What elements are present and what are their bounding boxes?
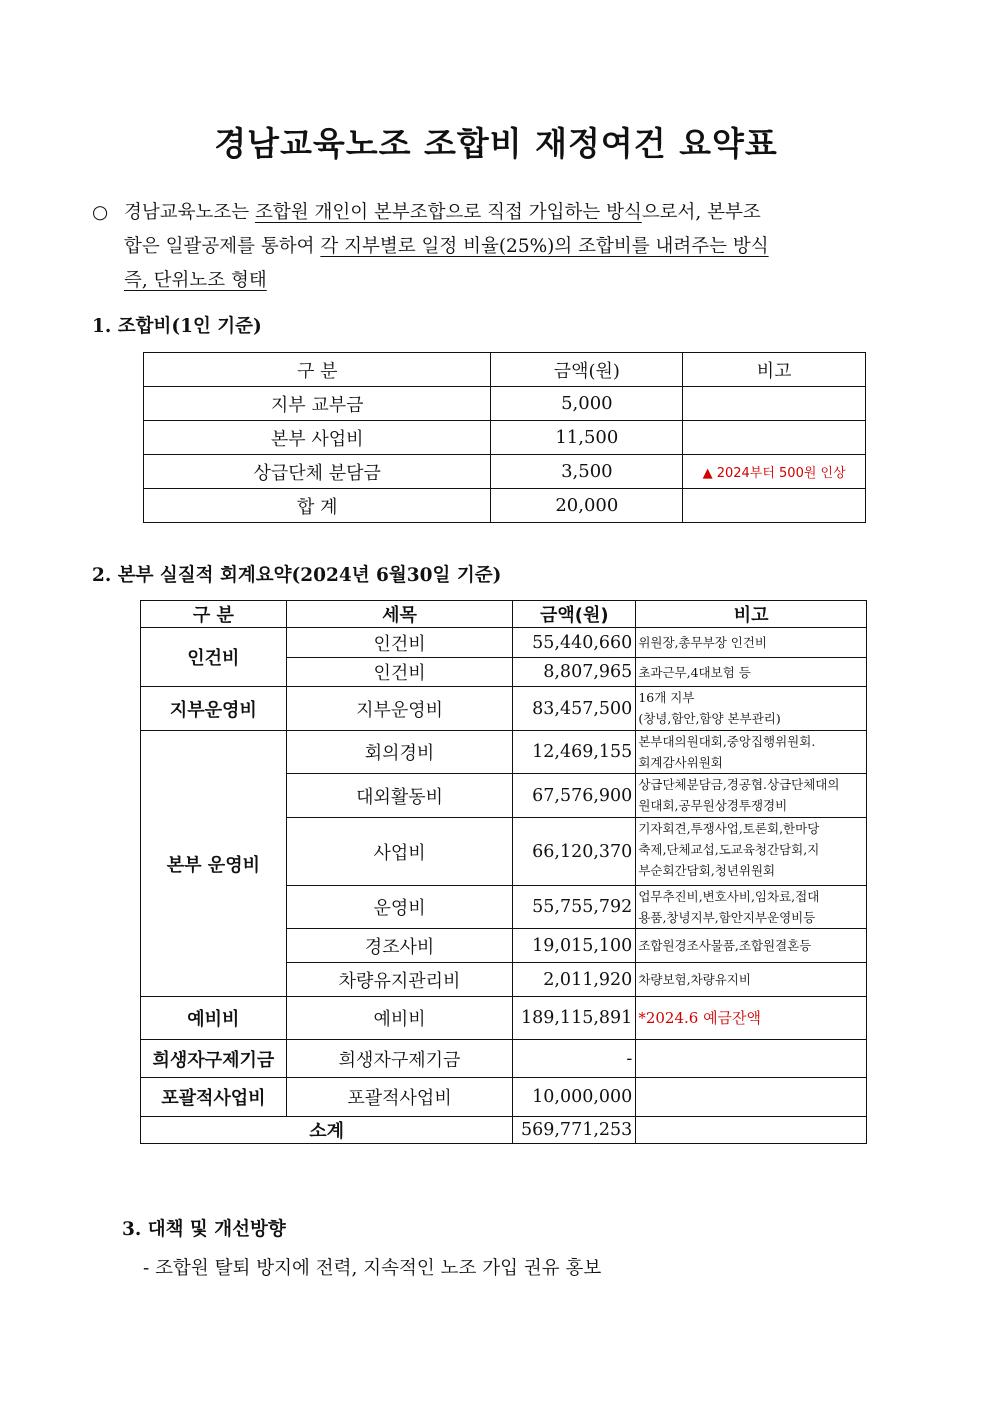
header-cell: 세목 [286, 601, 513, 628]
note-cell [636, 1040, 867, 1078]
accounting-summary-table [140, 600, 867, 1144]
header-cell: 구 분 [141, 601, 287, 628]
intro-text: 으로서, 본부조 [641, 202, 761, 223]
item-cell: 차량유지관리비 [286, 963, 513, 997]
table-row [141, 1078, 867, 1117]
note-cell: 차량보험,차량유지비 [636, 963, 867, 997]
bullet-circle-icon: ○ [92, 202, 109, 223]
section-3-heading: 3. 대책 및 개선방향 [122, 1219, 286, 1240]
category-cell: 예비비 [141, 997, 287, 1040]
item-cell: 지부운영비 [286, 687, 513, 731]
intro-line-3 [92, 264, 882, 298]
intro-line-2 [92, 230, 882, 264]
row-label: 상급단체 분담금 [144, 455, 491, 489]
intro-text: 경남교육노조는 [124, 202, 255, 223]
table-row [144, 387, 866, 421]
item-cell: 예비비 [286, 997, 513, 1040]
page-title: 경남교육노조 조합비 재정여건 요약표 [214, 124, 778, 163]
total-amount: 569,771,253 [513, 1117, 636, 1144]
row-label: 본부 사업비 [144, 421, 491, 455]
item-cell: 경조사비 [286, 929, 513, 963]
item-cell: 포괄적사업비 [286, 1078, 513, 1117]
intro-paragraph [92, 196, 882, 298]
amount-cell: 189,115,891 [513, 997, 636, 1040]
table-row [144, 421, 866, 455]
amount-cell: 55,755,792 [513, 886, 636, 929]
amount-cell: - [513, 1040, 636, 1078]
row-note [683, 421, 866, 455]
table-header-row [141, 601, 867, 628]
section-3-item: - 조합원 탈퇴 방지에 전력, 지속적인 노조 가입 권유 홍보 [143, 1258, 602, 1279]
row-amount: 11,500 [491, 421, 683, 455]
note-cell: 위원장,총무부장 인건비 [636, 628, 867, 658]
amount-cell: 12,469,155 [513, 731, 636, 774]
item-cell: 인건비 [286, 658, 513, 687]
section-1-heading: 1. 조합비(1인 기준) [92, 316, 262, 337]
row-amount: 3,500 [491, 455, 683, 489]
item-cell: 회의경비 [286, 731, 513, 774]
row-amount: 20,000 [491, 489, 683, 523]
amount-cell: 67,576,900 [513, 774, 636, 818]
table-row [141, 1040, 867, 1078]
note-cell: 기자회견,투쟁사업,토론회,한마당 축제,단체교섭,도교육청간담회,지 부순회간담회,청년위원회 [636, 818, 867, 886]
table-row [141, 997, 867, 1040]
intro-underlined-text: 각 지부별로 일정 비율(25%)의 조합비를 내려주는 방식 [320, 236, 769, 257]
table-row [141, 628, 867, 658]
note-cell [636, 1078, 867, 1117]
header-cell: 금액(원) [513, 601, 636, 628]
item-cell: 대외활동비 [286, 774, 513, 818]
row-amount: 5,000 [491, 387, 683, 421]
row-note [683, 489, 866, 523]
note-cell: 본부대의원대회,중앙집행위원회. 회계감사위원회 [636, 731, 867, 774]
membership-fee-table [143, 352, 866, 523]
intro-underlined-text: 조합원 개인이 본부조합으로 직접 가입하는 방식 [254, 202, 642, 223]
category-cell: 인건비 [141, 628, 287, 687]
table-row [141, 731, 867, 774]
item-cell: 희생자구제기금 [286, 1040, 513, 1078]
header-cell: 비고 [683, 353, 866, 387]
note-cell: 조합원경조사물품,조합원결혼등 [636, 929, 867, 963]
item-cell: 인건비 [286, 628, 513, 658]
row-note [683, 387, 866, 421]
amount-cell: 2,011,920 [513, 963, 636, 997]
amount-cell: 19,015,100 [513, 929, 636, 963]
table-total-row [144, 489, 866, 523]
item-cell: 사업비 [286, 818, 513, 886]
note-cell: 초과근무,4대보험 등 [636, 658, 867, 687]
item-cell: 운영비 [286, 886, 513, 929]
category-cell: 본부 운영비 [141, 731, 287, 997]
row-note-increase: ▲ 2024부터 500원 인상 [683, 455, 866, 489]
intro-underlined-text: 즉, 단위노조 형태 [124, 270, 267, 291]
row-label: 지부 교부금 [144, 387, 491, 421]
table-row [144, 455, 866, 489]
section-2-heading: 2. 본부 실질적 회계요약(2024년 6월30일 기준) [92, 565, 502, 586]
intro-text: 합은 일괄공제를 통하여 [124, 236, 321, 257]
header-cell: 금액(원) [491, 353, 683, 387]
category-cell: 지부운영비 [141, 687, 287, 731]
amount-cell: 66,120,370 [513, 818, 636, 886]
note-cell: 16개 지부 (창녕,함안,함양 본부관리) [636, 687, 867, 731]
header-cell: 비고 [636, 601, 867, 628]
amount-cell: 83,457,500 [513, 687, 636, 731]
header-cell: 구 분 [144, 353, 491, 387]
intro-line-1 [92, 196, 882, 230]
amount-cell: 8,807,965 [513, 658, 636, 687]
note-cell: 상급단체분담금,경공협.상급단체대의 원대회,공무원상경투쟁경비 [636, 774, 867, 818]
note-cell [636, 997, 867, 1040]
amount-cell: 10,000,000 [513, 1078, 636, 1117]
total-label: 소계 [141, 1117, 513, 1144]
table-total-row [141, 1117, 867, 1144]
row-label: 합 계 [144, 489, 491, 523]
table-row [141, 687, 867, 731]
note-cell [636, 1117, 867, 1144]
reserve-note-red: *2024.6 예금잔액 [638, 1008, 762, 1027]
category-cell: 희생자구제기금 [141, 1040, 287, 1078]
amount-cell: 55,440,660 [513, 628, 636, 658]
category-cell: 포괄적사업비 [141, 1078, 287, 1117]
note-cell: 업무추진비,변호사비,임차료,접대 용품,창녕지부,함안지부운영비등 [636, 886, 867, 929]
table-header-row [144, 353, 866, 387]
